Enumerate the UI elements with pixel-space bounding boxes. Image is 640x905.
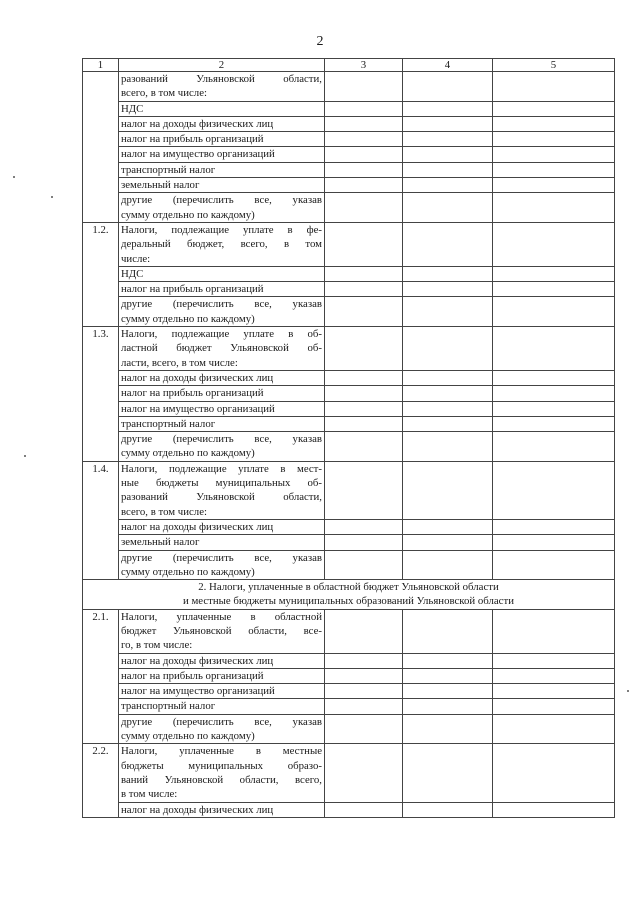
label-line: всего, в том числе: xyxy=(121,87,207,100)
value-col-3[interactable] xyxy=(325,282,403,297)
label-line: ластной бюджет Ульяновской об- xyxy=(121,342,322,355)
value-col-5[interactable] xyxy=(493,370,615,385)
value-col-4[interactable] xyxy=(403,116,493,131)
value-col-4[interactable] xyxy=(403,668,493,683)
item-label xyxy=(119,653,325,668)
value-col-4[interactable] xyxy=(403,519,493,534)
table-row xyxy=(83,744,615,802)
header-cell-3: 3 xyxy=(325,59,403,72)
table-row xyxy=(83,370,615,385)
table-row xyxy=(83,535,615,550)
tax-table-body xyxy=(83,59,615,818)
label-line: земельный налог xyxy=(121,179,200,192)
value-col-4[interactable] xyxy=(403,282,493,297)
value-col-5[interactable] xyxy=(493,609,615,653)
value-col-3[interactable] xyxy=(325,535,403,550)
value-col-3[interactable] xyxy=(325,147,403,162)
label-line: налог на доходы физических лиц xyxy=(121,117,274,130)
table-row xyxy=(83,416,615,431)
page-number: 2 xyxy=(316,34,324,49)
table-row xyxy=(83,327,615,371)
label-line: деральный бюджет, всего, в том xyxy=(121,238,322,251)
table-row xyxy=(83,609,615,653)
value-col-4[interactable] xyxy=(403,550,493,580)
value-col-4[interactable] xyxy=(403,297,493,327)
label-line: го, в том числе: xyxy=(121,639,193,652)
row-number: 1.3. xyxy=(83,327,119,462)
value-col-3[interactable] xyxy=(325,266,403,281)
label-line: налог на доходы физических лиц xyxy=(121,803,274,816)
value-col-5[interactable] xyxy=(493,266,615,281)
value-col-5[interactable] xyxy=(493,327,615,371)
table-row xyxy=(83,386,615,401)
table-row xyxy=(83,684,615,699)
label-line: разований Ульяновской области, xyxy=(121,73,322,85)
table-row xyxy=(83,193,615,223)
row-number: 1.2. xyxy=(83,222,119,326)
label-line: налог на доходы физических лиц xyxy=(121,371,274,384)
value-col-4[interactable] xyxy=(403,653,493,668)
label-line: Налоги, уплаченные в областной xyxy=(121,610,322,623)
table-row xyxy=(83,668,615,683)
value-col-3[interactable] xyxy=(325,714,403,744)
value-col-4[interactable] xyxy=(403,162,493,177)
value-col-4[interactable] xyxy=(403,132,493,147)
header-cell-1: 1 xyxy=(83,59,119,72)
value-col-4[interactable] xyxy=(403,744,493,802)
item-label xyxy=(119,550,325,580)
item-label xyxy=(119,432,325,462)
table-row xyxy=(83,699,615,714)
value-col-3[interactable] xyxy=(325,370,403,385)
table-row xyxy=(83,653,615,668)
tax-table xyxy=(82,58,615,818)
table-row xyxy=(83,461,615,519)
group-label xyxy=(119,609,325,653)
value-col-3[interactable] xyxy=(325,653,403,668)
value-col-5[interactable] xyxy=(493,684,615,699)
label-line: Налоги, подлежащие уплате в мест- xyxy=(121,462,322,475)
value-col-5[interactable] xyxy=(493,714,615,744)
value-col-3[interactable] xyxy=(325,132,403,147)
label-line: другие (перечислить все, указав xyxy=(121,715,322,728)
section-title-line: 2. Налоги, уплаченные в областной бюджет Ульяновской области xyxy=(198,581,499,594)
item-label xyxy=(119,535,325,550)
label-line: налог на доходы физических лиц xyxy=(121,520,274,533)
item-label xyxy=(119,266,325,281)
group-label xyxy=(119,461,325,519)
value-col-5[interactable] xyxy=(493,222,615,266)
value-col-4[interactable] xyxy=(403,193,493,223)
value-col-5[interactable] xyxy=(493,386,615,401)
value-col-3[interactable] xyxy=(325,461,403,519)
item-label xyxy=(119,802,325,817)
label-line: налог на имущество организаций xyxy=(121,148,275,161)
value-col-4[interactable] xyxy=(403,684,493,699)
table-row xyxy=(83,802,615,817)
header-cell-4: 4 xyxy=(403,59,493,72)
label-line: ласти, всего, в том числе: xyxy=(121,356,238,369)
label-line: сумму отдельно по каждому) xyxy=(121,565,255,578)
table-row xyxy=(83,178,615,193)
label-line: НДС xyxy=(121,102,144,115)
label-line: Налоги, подлежащие уплате в об- xyxy=(121,328,322,341)
value-col-3[interactable] xyxy=(325,744,403,802)
value-col-5[interactable] xyxy=(493,461,615,519)
label-line: Налоги, подлежащие уплате в фе- xyxy=(121,223,322,236)
label-line: сумму отдельно по каждому) xyxy=(121,312,255,325)
scan-speck xyxy=(13,176,15,178)
label-line: в том числе: xyxy=(121,788,178,801)
label-line: всего, в том числе: xyxy=(121,505,207,518)
value-col-5[interactable] xyxy=(493,193,615,223)
table-row xyxy=(83,147,615,162)
label-line: транспортный налог xyxy=(121,163,216,176)
value-col-3[interactable] xyxy=(325,684,403,699)
table-row xyxy=(83,222,615,266)
value-col-3[interactable] xyxy=(325,699,403,714)
row-number: 2.1. xyxy=(83,609,119,744)
label-line: транспортный налог xyxy=(121,700,216,713)
table-row xyxy=(83,519,615,534)
value-col-3[interactable] xyxy=(325,609,403,653)
label-line: налог на прибыль организаций xyxy=(121,283,264,296)
table-row xyxy=(83,432,615,462)
value-col-3[interactable] xyxy=(325,162,403,177)
value-col-4[interactable] xyxy=(403,401,493,416)
header-cell-2: 2 xyxy=(119,59,325,72)
value-col-4[interactable] xyxy=(403,266,493,281)
value-col-4[interactable] xyxy=(403,222,493,266)
value-col-4[interactable] xyxy=(403,72,493,102)
value-col-3[interactable] xyxy=(325,386,403,401)
table-row xyxy=(83,282,615,297)
item-label xyxy=(119,297,325,327)
value-col-3[interactable] xyxy=(325,416,403,431)
section-header-row xyxy=(83,580,615,610)
value-col-3[interactable] xyxy=(325,178,403,193)
table-row xyxy=(83,162,615,177)
value-col-3[interactable] xyxy=(325,327,403,371)
item-label xyxy=(119,519,325,534)
value-col-3[interactable] xyxy=(325,101,403,116)
label-line: налог на доходы физических лиц xyxy=(121,654,274,667)
label-line: налог на имущество организаций xyxy=(121,402,275,415)
value-col-5[interactable] xyxy=(493,416,615,431)
value-col-5[interactable] xyxy=(493,162,615,177)
value-col-5[interactable] xyxy=(493,432,615,462)
scan-speck xyxy=(627,690,629,692)
item-label xyxy=(119,714,325,744)
label-line: сумму отдельно по каждому) xyxy=(121,447,255,460)
label-line: другие (перечислить все, указав xyxy=(121,194,322,207)
value-col-5[interactable] xyxy=(493,282,615,297)
value-col-3[interactable] xyxy=(325,550,403,580)
label-line: земельный налог xyxy=(121,536,200,549)
table-row xyxy=(83,714,615,744)
table-row xyxy=(83,116,615,131)
value-col-5[interactable] xyxy=(493,802,615,817)
group-label xyxy=(119,744,325,802)
scan-speck xyxy=(24,455,26,457)
value-col-5[interactable] xyxy=(493,401,615,416)
label-line: налог на имущество организаций xyxy=(121,685,275,698)
value-col-4[interactable] xyxy=(403,178,493,193)
value-col-5[interactable] xyxy=(493,147,615,162)
value-col-3[interactable] xyxy=(325,297,403,327)
row-number xyxy=(83,72,119,223)
value-col-4[interactable] xyxy=(403,714,493,744)
table-row xyxy=(83,266,615,281)
table-row xyxy=(83,72,615,102)
table-header-row xyxy=(83,59,615,72)
item-label xyxy=(119,668,325,683)
value-col-4[interactable] xyxy=(403,699,493,714)
item-label xyxy=(119,282,325,297)
value-col-5[interactable] xyxy=(493,101,615,116)
value-col-3[interactable] xyxy=(325,401,403,416)
value-col-5[interactable] xyxy=(493,550,615,580)
section-title xyxy=(83,580,615,610)
label-line: НДС xyxy=(121,267,144,280)
table-row xyxy=(83,101,615,116)
value-col-3[interactable] xyxy=(325,802,403,817)
value-col-5[interactable] xyxy=(493,535,615,550)
label-line: ные бюджеты муниципальных об- xyxy=(121,477,322,490)
value-col-3[interactable] xyxy=(325,193,403,223)
value-col-3[interactable] xyxy=(325,432,403,462)
value-col-3[interactable] xyxy=(325,519,403,534)
item-label xyxy=(119,116,325,131)
label-line: другие (перечислить все, указав xyxy=(121,433,322,446)
header-cell-5: 5 xyxy=(493,59,615,72)
value-col-5[interactable] xyxy=(493,653,615,668)
label-line: Налоги, уплаченные в местные xyxy=(121,745,322,758)
value-col-5[interactable] xyxy=(493,668,615,683)
value-col-5[interactable] xyxy=(493,519,615,534)
label-line: налог на прибыль организаций xyxy=(121,133,264,146)
label-line: налог на прибыль организаций xyxy=(121,669,264,682)
value-col-5[interactable] xyxy=(493,178,615,193)
label-line: бюджет Ульяновской области, все- xyxy=(121,624,322,637)
value-col-3[interactable] xyxy=(325,116,403,131)
group-label xyxy=(119,72,325,102)
value-col-3[interactable] xyxy=(325,668,403,683)
item-label xyxy=(119,162,325,177)
label-line: транспортный налог xyxy=(121,417,216,430)
item-label xyxy=(119,193,325,223)
label-line: числе: xyxy=(121,252,151,265)
section-title-line: и местные бюджеты муниципальных образований Ульяновской области xyxy=(183,595,514,608)
item-label xyxy=(119,416,325,431)
value-col-4[interactable] xyxy=(403,461,493,519)
label-line: сумму отдельно по каждому) xyxy=(121,730,255,743)
label-line: ваний Ульяновской области, всего, xyxy=(121,773,322,786)
value-col-5[interactable] xyxy=(493,744,615,802)
value-col-4[interactable] xyxy=(403,802,493,817)
value-col-4[interactable] xyxy=(403,101,493,116)
item-label xyxy=(119,699,325,714)
group-label xyxy=(119,327,325,371)
value-col-4[interactable] xyxy=(403,432,493,462)
value-col-4[interactable] xyxy=(403,386,493,401)
group-label xyxy=(119,222,325,266)
item-label xyxy=(119,370,325,385)
value-col-5[interactable] xyxy=(493,699,615,714)
item-label xyxy=(119,101,325,116)
value-col-5[interactable] xyxy=(493,132,615,147)
scan-speck xyxy=(51,196,53,198)
item-label xyxy=(119,147,325,162)
label-line: налог на прибыль организаций xyxy=(121,387,264,400)
value-col-5[interactable] xyxy=(493,297,615,327)
table-row xyxy=(83,550,615,580)
value-col-3[interactable] xyxy=(325,222,403,266)
label-line: другие (перечислить все, указав xyxy=(121,298,322,311)
value-col-3[interactable] xyxy=(325,72,403,102)
item-label xyxy=(119,401,325,416)
value-col-4[interactable] xyxy=(403,609,493,653)
row-number: 1.4. xyxy=(83,461,119,579)
item-label xyxy=(119,178,325,193)
value-col-5[interactable] xyxy=(493,72,615,102)
table-row xyxy=(83,132,615,147)
label-line: сумму отдельно по каждому) xyxy=(121,208,255,221)
label-line: бюджеты муниципальных образо- xyxy=(121,759,322,772)
value-col-4[interactable] xyxy=(403,535,493,550)
value-col-4[interactable] xyxy=(403,416,493,431)
value-col-5[interactable] xyxy=(493,116,615,131)
value-col-4[interactable] xyxy=(403,327,493,371)
value-col-4[interactable] xyxy=(403,370,493,385)
row-number: 2.2. xyxy=(83,744,119,817)
value-col-4[interactable] xyxy=(403,147,493,162)
label-line: разований Ульяновской области, xyxy=(121,491,322,504)
table-row xyxy=(83,401,615,416)
label-line: другие (перечислить все, указав xyxy=(121,551,322,564)
item-label xyxy=(119,132,325,147)
item-label xyxy=(119,386,325,401)
table-row xyxy=(83,297,615,327)
item-label xyxy=(119,684,325,699)
